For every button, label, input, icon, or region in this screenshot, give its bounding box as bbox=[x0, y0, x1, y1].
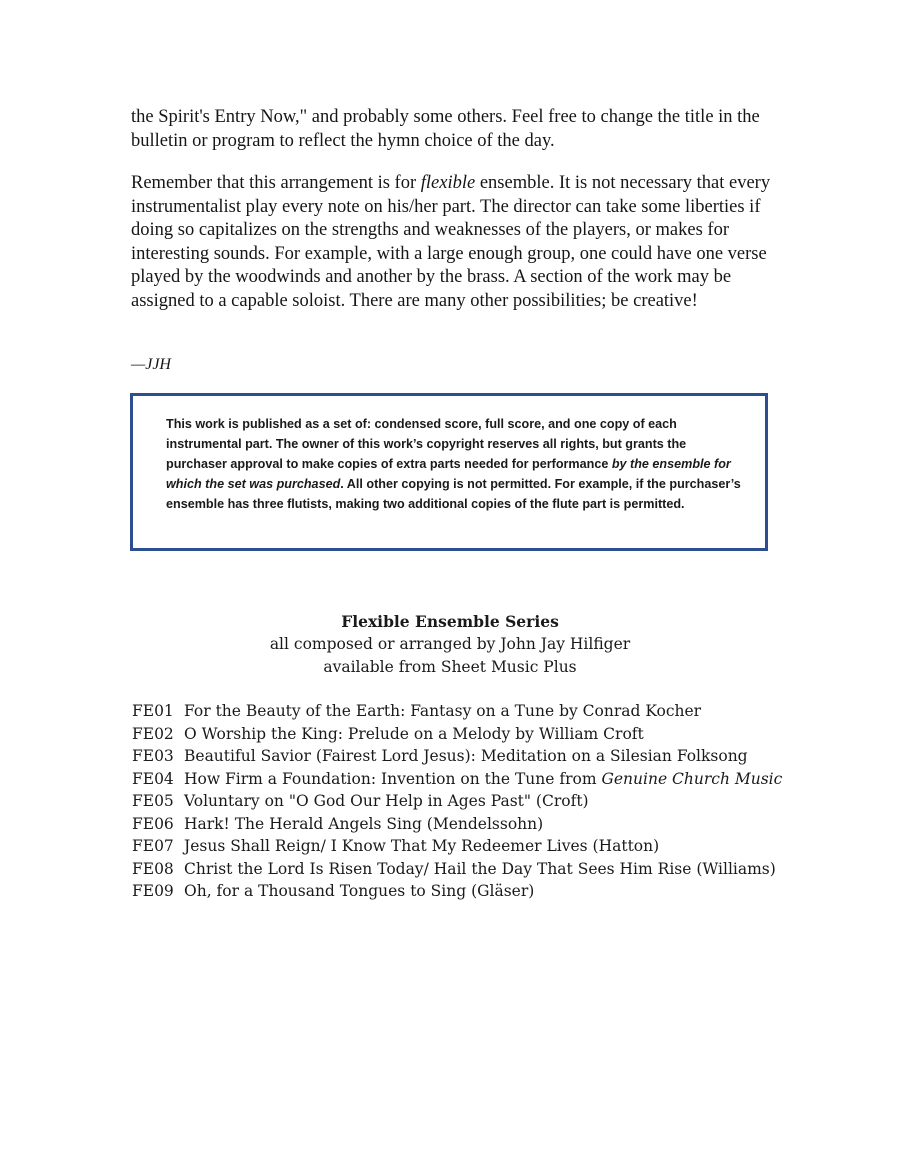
list-item bbox=[132, 835, 812, 858]
series-item-title-text: Beautiful Savior (Fairest Lord Jesus): Meditation on a Silesian Folksong bbox=[184, 747, 748, 765]
series-item-title bbox=[184, 835, 812, 858]
series-item-title bbox=[184, 880, 812, 903]
list-item bbox=[132, 723, 812, 746]
intro-paragraph-2-text bbox=[131, 172, 771, 313]
series-item-code: FE06 bbox=[132, 814, 174, 833]
series-item-title-text: For the Beauty of the Earth: Fantasy on a Tune by Conrad Kocher bbox=[184, 702, 702, 720]
intro-p2-after: ensemble. It is not necessary that every instrumentalist play every note on his/her part. The director can take some liberties if doing so capitalizes on the strengths and weaknesses of the players, or makes for interesting sounds. For example, with a large enough group, one could have one verse played by the woodwinds and another by the brass. A section of the work may be assigned to a capable soloist. There are many other possibilities; be creative! bbox=[131, 173, 771, 311]
series-list bbox=[132, 700, 812, 903]
series-item-title-text: How Firm a Foundation: Invention on the Tune from bbox=[184, 769, 602, 788]
notice-emphasis: by the ensemble for which the set was purchased bbox=[166, 457, 731, 491]
series-item-title-text: Voluntary on "O God Our Help in Ages Past" (Croft) bbox=[184, 792, 589, 810]
series-availability: available from Sheet Music Plus bbox=[323, 658, 577, 676]
series-item-title bbox=[184, 813, 812, 836]
series-item-code: FE04 bbox=[132, 769, 174, 788]
series-byline: all composed or arranged by John Jay Hilfiger bbox=[269, 635, 631, 653]
series-heading bbox=[0, 610, 900, 679]
series-item-title-text: Oh, for a Thousand Tongues to Sing (Gläser) bbox=[184, 882, 535, 900]
list-item bbox=[132, 790, 812, 813]
copyright-notice-box bbox=[130, 393, 768, 551]
list-item bbox=[132, 813, 812, 836]
series-item-code: FE01 bbox=[132, 702, 174, 720]
intro-p2-emphasis: flexible bbox=[420, 173, 476, 193]
series-item-title bbox=[184, 768, 812, 791]
series-item-code: FE02 bbox=[132, 724, 174, 743]
series-item-code: FE08 bbox=[132, 859, 174, 878]
series-title: Flexible Ensemble Series bbox=[341, 612, 559, 631]
series-item-code: FE09 bbox=[132, 882, 174, 900]
notice-after: . All other copying is not permitted. For example, if the purchaser’s ensemble has three flutists, making two additional copies of the flute part is permitted. bbox=[166, 477, 741, 511]
series-item-title-text: O Worship the King: Prelude on a Melody by William Croft bbox=[184, 724, 644, 743]
signature: —JJH bbox=[131, 356, 171, 373]
series-item-code: FE05 bbox=[132, 792, 174, 810]
series-item-title-text: Christ the Lord Is Risen Today/ Hail the Day That Sees Him Rise (Williams) bbox=[184, 859, 776, 878]
series-item-title bbox=[184, 745, 812, 768]
series-item-code: FE03 bbox=[132, 747, 174, 765]
list-item bbox=[132, 858, 812, 881]
series-item-title bbox=[184, 723, 812, 746]
series-item-title-text: Hark! The Herald Angels Sing (Mendelssohn) bbox=[184, 814, 544, 833]
series-item-title bbox=[184, 858, 812, 881]
intro-paragraph-2 bbox=[131, 172, 771, 313]
series-item-title-text: Jesus Shall Reign/ I Know That My Redeemer Lives (Hatton) bbox=[184, 837, 660, 855]
series-item-title-emphasis: Genuine Church Music bbox=[601, 769, 783, 788]
series-item-title bbox=[184, 700, 812, 723]
notice-before: This work is published as a set of: condensed score, full score, and one copy of each instrumental part. The owner of this work’s copyright reserves all rights, but grants the purchaser approval to make copies of extra parts needed for performance bbox=[166, 417, 687, 471]
list-item bbox=[132, 700, 812, 723]
intro-paragraph-1 bbox=[131, 106, 771, 153]
list-item bbox=[132, 768, 812, 791]
list-item bbox=[132, 745, 812, 768]
intro-paragraph-1-text: the Spirit's Entry Now," and probably some others. Feel free to change the title in the bulletin or program to reflect the hymn choice of the day. bbox=[131, 107, 760, 151]
series-item-code: FE07 bbox=[132, 837, 174, 855]
list-item bbox=[132, 880, 812, 903]
series-item-title bbox=[184, 790, 812, 813]
intro-p2-before: Remember that this arrangement is for bbox=[131, 173, 421, 193]
